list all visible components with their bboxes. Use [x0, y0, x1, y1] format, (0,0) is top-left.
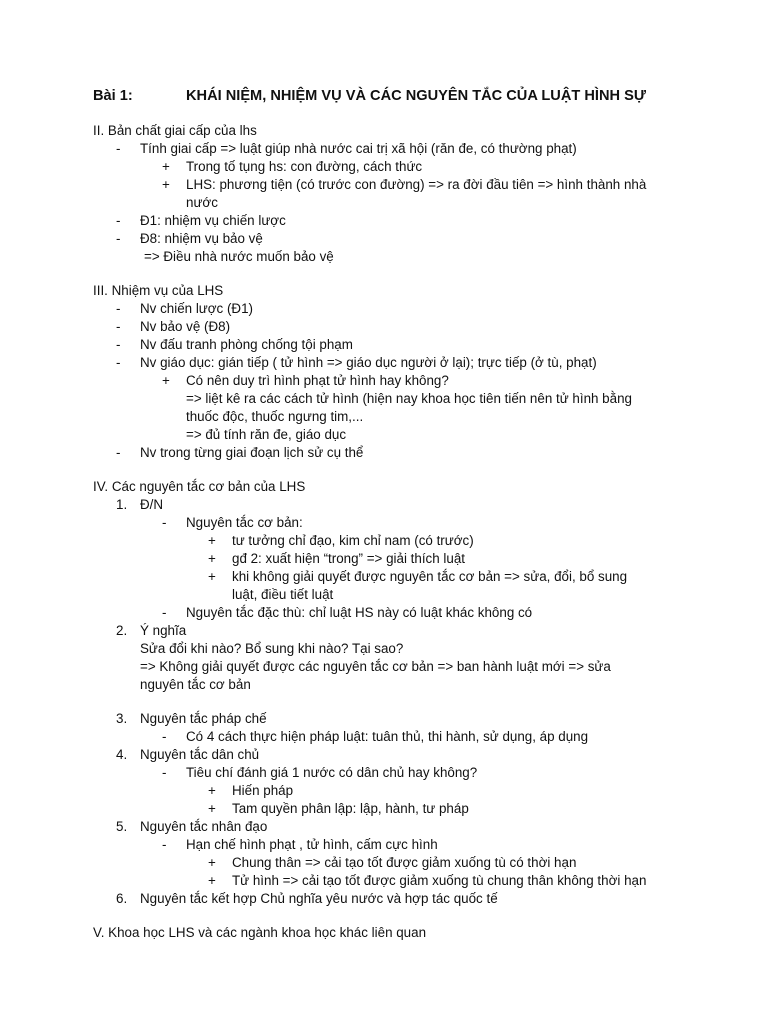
text-line: Có nên duy trì hình phạt tử hình hay không?	[186, 373, 449, 388]
list-marker: 5.	[116, 819, 128, 834]
list-marker: +	[208, 855, 216, 870]
text-line: Hiến pháp	[232, 783, 294, 798]
list-marker: +	[208, 873, 216, 888]
text-line: Nv giáo dục: gián tiếp ( tử hình => giáo dục người ở lại); trực tiếp (ở tù, phạt)	[140, 355, 597, 370]
list-marker: -	[116, 213, 121, 228]
list-marker: -	[116, 231, 121, 246]
list-marker: +	[208, 783, 216, 798]
list-marker: -	[116, 301, 121, 316]
text-line: nguyên tắc cơ bản	[140, 677, 251, 692]
text-line: Nguyên tắc pháp chế	[140, 711, 267, 726]
list-marker: 6.	[116, 891, 128, 906]
text-line: Tính giai cấp => luật giúp nhà nước cai trị xã hội (răn đe, có thường phạt)	[140, 141, 577, 156]
text-line: Nguyên tắc nhân đạo	[140, 819, 268, 834]
list-marker: +	[208, 801, 216, 816]
text-line: Nguyên tắc dân chủ	[140, 747, 260, 762]
text-line: Nv chiến lược (Đ1)	[140, 301, 253, 316]
text-line: khi không giải quyết được nguyên tắc cơ bản => sửa, đổi, bổ sung	[232, 569, 628, 584]
text-line: Đ1: nhiệm vụ chiến lược	[140, 213, 286, 228]
list-marker: +	[162, 373, 170, 388]
list-marker: -	[162, 729, 167, 744]
text-line: Hạn chế hình phạt , tử hình, cấm cực hình	[186, 837, 438, 852]
text-line: Nv trong từng giai đoạn lịch sử cụ thể	[140, 445, 364, 460]
text-line: Nguyên tắc kết hợp Chủ nghĩa yêu nước và hợp tác quốc tế	[140, 891, 498, 906]
text-line: Đ/N	[140, 497, 164, 512]
lesson-title	[93, 88, 646, 104]
lesson-number: Bài 1:	[93, 88, 133, 104]
text-line: => liệt kê ra các cách tử hình (hiện nay khoa học tiên tiến nên tử hình bằng	[186, 391, 632, 406]
list-marker: -	[162, 837, 167, 852]
list-marker: -	[162, 515, 167, 530]
list-marker: -	[116, 355, 121, 370]
list-marker: +	[162, 177, 170, 192]
text-line: => Không giải quyết được các nguyên tắc cơ bản => ban hành luật mới => sửa	[140, 659, 611, 674]
text-line: thuốc độc, thuốc ngưng tim,...	[186, 409, 364, 424]
text-line: Ý nghĩa	[140, 623, 187, 638]
text-line: IV. Các nguyên tắc cơ bản của LHS	[93, 479, 306, 494]
list-marker: -	[116, 445, 121, 460]
text-line: Đ8: nhiệm vụ bảo vệ	[140, 231, 263, 246]
text-line: => Điều nhà nước muốn bảo vệ	[144, 249, 334, 264]
text-line: nước	[186, 195, 218, 210]
text-line: Chung thân => cải tạo tốt được giảm xuống tù có thời hạn	[232, 855, 577, 870]
text-line: Có 4 cách thực hiện pháp luật: tuân thủ, thi hành, sử dụng, áp dụng	[186, 729, 589, 744]
text-line: tư tưởng chỉ đạo, kim chỉ nam (có trước)	[232, 533, 474, 548]
list-marker: +	[162, 159, 170, 174]
list-marker: +	[208, 569, 216, 584]
text-line: Sửa đổi khi nào? Bổ sung khi nào? Tại sao?	[140, 641, 404, 656]
list-marker: -	[116, 319, 121, 334]
text-line: Nguyên tắc cơ bản:	[186, 515, 303, 530]
text-line: Tiêu chí đánh giá 1 nước có dân chủ hay không?	[186, 765, 478, 780]
lesson-title-text: KHÁI NIỆM, NHIỆM VỤ VÀ CÁC NGUYÊN TẮC CỦA LUẬT HÌNH SỰ	[186, 88, 646, 104]
list-marker: 3.	[116, 711, 128, 726]
list-marker: 2.	[116, 623, 128, 638]
text-line: LHS: phương tiện (có trước con đường) => ra đời đầu tiên => hình thành nhà	[186, 177, 647, 192]
text-line: Tử hình => cải tạo tốt được giảm xuống tù chung thân không thời hạn	[232, 873, 647, 888]
list-marker: +	[208, 551, 216, 566]
list-marker: -	[116, 337, 121, 352]
text-line: V. Khoa học LHS và các ngành khoa học khác liên quan	[93, 925, 427, 940]
text-line: => đủ tính răn đe, giáo dục	[186, 427, 347, 442]
text-line: gđ 2: xuất hiện “trong” => giải thích luật	[232, 551, 465, 566]
text-line: Nv đấu tranh phòng chống tội phạm	[140, 337, 353, 352]
text-line: Tam quyền phân lập: lập, hành, tư pháp	[232, 801, 469, 816]
text-line: luật, điều tiết luật	[232, 587, 334, 602]
text-line: III. Nhiệm vụ của LHS	[93, 283, 224, 298]
list-marker: -	[162, 765, 167, 780]
list-marker: -	[162, 605, 167, 620]
text-line: Nguyên tắc đặc thù: chỉ luật HS này có luật khác không có	[186, 605, 533, 620]
text-line: Trong tố tụng hs: con đường, cách thức	[186, 159, 423, 174]
list-marker: +	[208, 533, 216, 548]
text-line: II. Bản chất giai cấp của lhs	[93, 123, 257, 138]
list-marker: 1.	[116, 497, 128, 512]
list-marker: 4.	[116, 747, 128, 762]
list-marker: -	[116, 141, 121, 156]
text-line: Nv bảo vệ (Đ8)	[140, 319, 231, 334]
